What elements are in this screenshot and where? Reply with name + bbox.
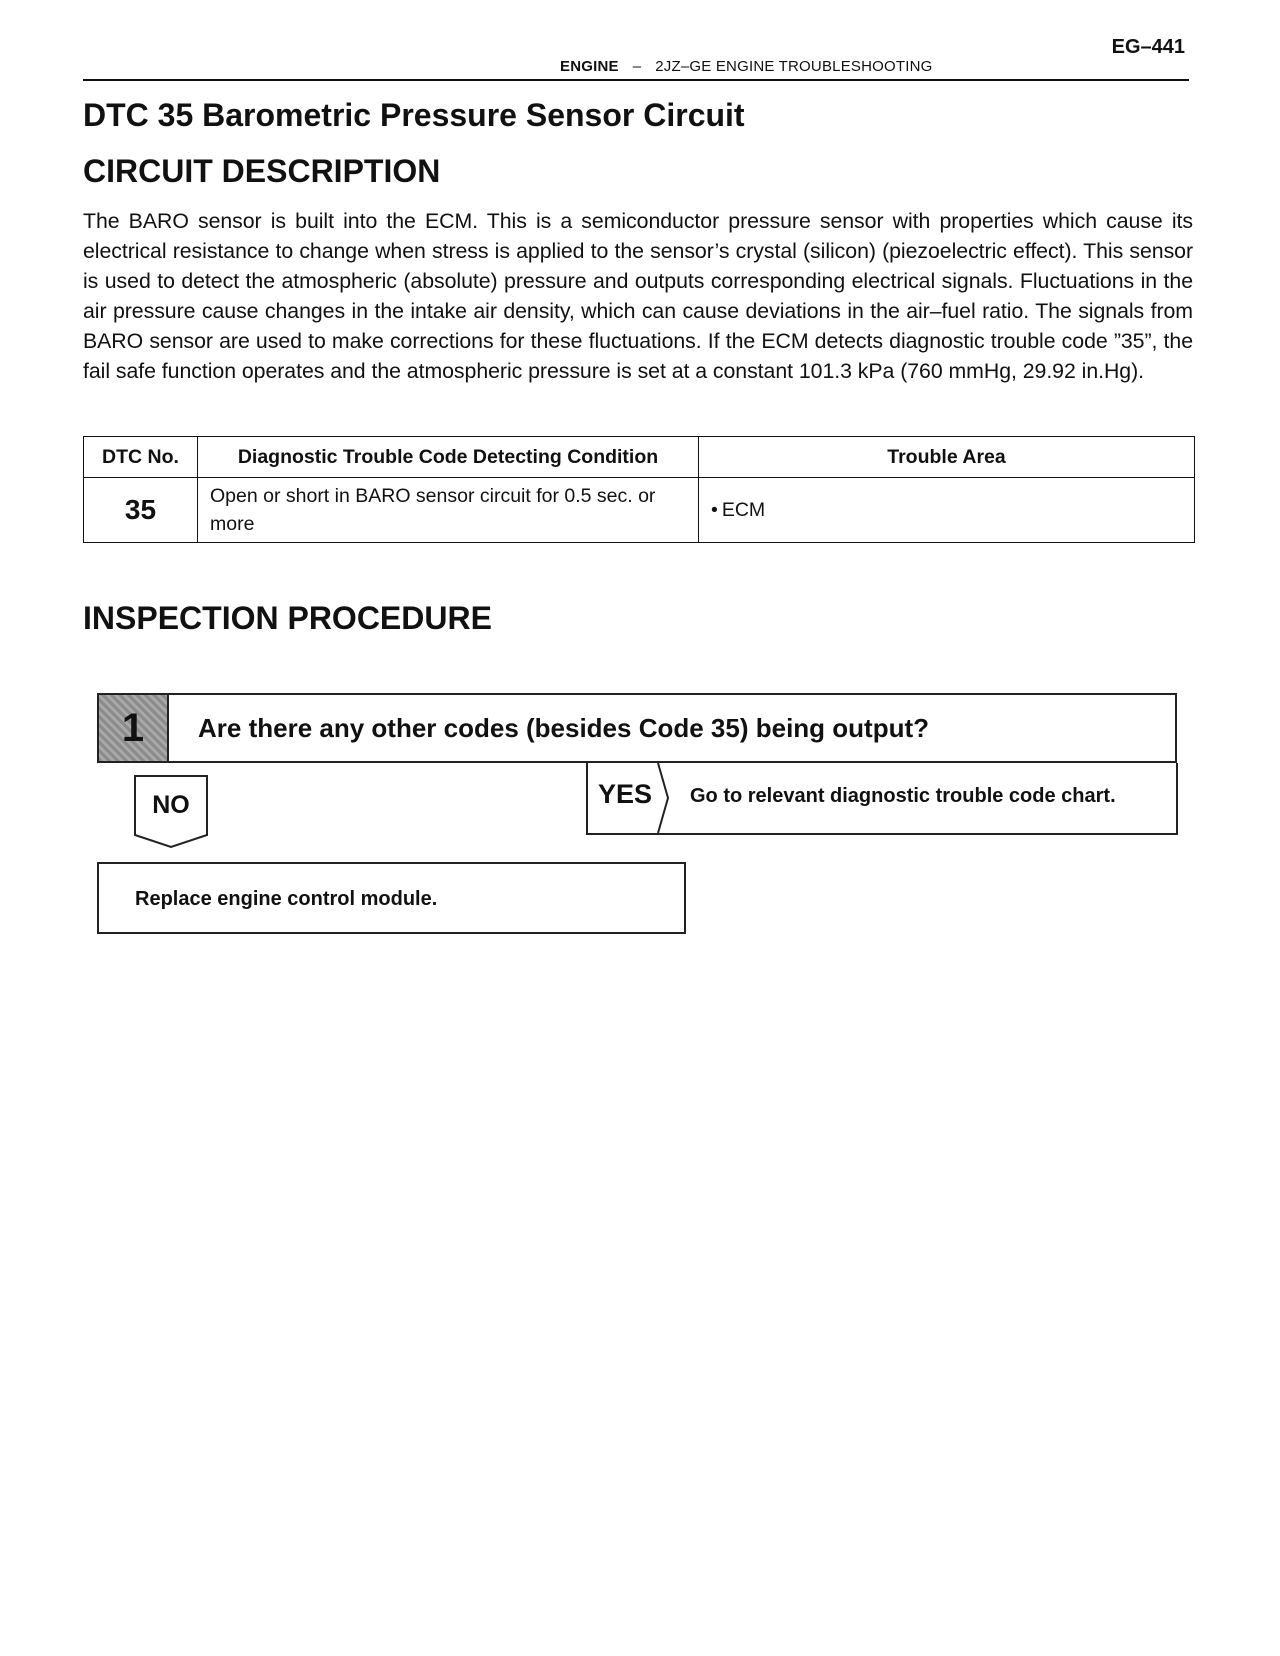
dtc-table <box>83 436 1195 543</box>
column-header-dtc-no: DTC No. <box>84 437 198 478</box>
step-number-badge: 1 <box>97 693 169 763</box>
yes-label: YES <box>598 779 653 809</box>
table-header-row <box>84 437 1195 478</box>
header-subsection: 2JZ–GE ENGINE TROUBLESHOOTING <box>655 58 933 75</box>
header-section: ENGINE <box>560 58 619 75</box>
trouble-area-cell <box>699 478 1195 543</box>
column-header-condition: Diagnostic Trouble Code Detecting Condition <box>198 437 699 478</box>
trouble-area-text: ECM <box>721 498 766 521</box>
bullet-icon: • <box>711 498 718 521</box>
header-separator: – <box>632 58 642 75</box>
step-1-box <box>97 693 1177 763</box>
circuit-description-heading: CIRCUIT DESCRIPTION <box>83 153 441 189</box>
table-row <box>84 478 1195 543</box>
yes-action-text: Go to relevant diagnostic trouble code chart. <box>690 785 1116 807</box>
no-branch-tag <box>134 775 210 856</box>
no-action-text: Replace engine control module. <box>135 888 438 910</box>
condition-cell: Open or short in BARO sensor circuit for 0.5 sec. or more <box>198 478 699 543</box>
inspection-procedure-heading: INSPECTION PROCEDURE <box>83 600 492 636</box>
yes-branch-box <box>586 763 1178 835</box>
page-title: DTC 35 Barometric Pressure Sensor Circuit <box>83 97 745 133</box>
column-header-trouble-area: Trouble Area <box>699 437 1195 478</box>
circuit-description-text: The BARO sensor is built into the ECM. This is a semiconductor pressure sensor with properties which cause its electrical resistance to change when stress is applied to the sensor’s crystal (silicon) (piezoelectric effect). This sensor is used to detect the atmospheric (absolute) pressure and outputs corresponding electrical signals. Fluctuations in the air pressure cause changes in the intake air density, which can cause deviations in the air–fuel ratio. The signals from BARO sensor are used to make corrections for these fluctuations. If the ECM detects diagnostic trouble code ”35”, the fail safe function operates and the atmospheric pressure is set at a constant 101.3 kPa (760 mmHg, 29.92 in.Hg). <box>83 209 1193 383</box>
dtc-code-cell: 35 <box>84 478 198 543</box>
yes-arrow-icon <box>656 763 672 833</box>
step-question: Are there any other codes (besides Code 35) being output? <box>198 713 930 743</box>
header-rule <box>83 79 1189 81</box>
running-header <box>560 58 933 75</box>
no-action-box <box>97 862 686 934</box>
no-label: NO <box>152 790 190 819</box>
page-number: EG–441 <box>1111 36 1185 58</box>
